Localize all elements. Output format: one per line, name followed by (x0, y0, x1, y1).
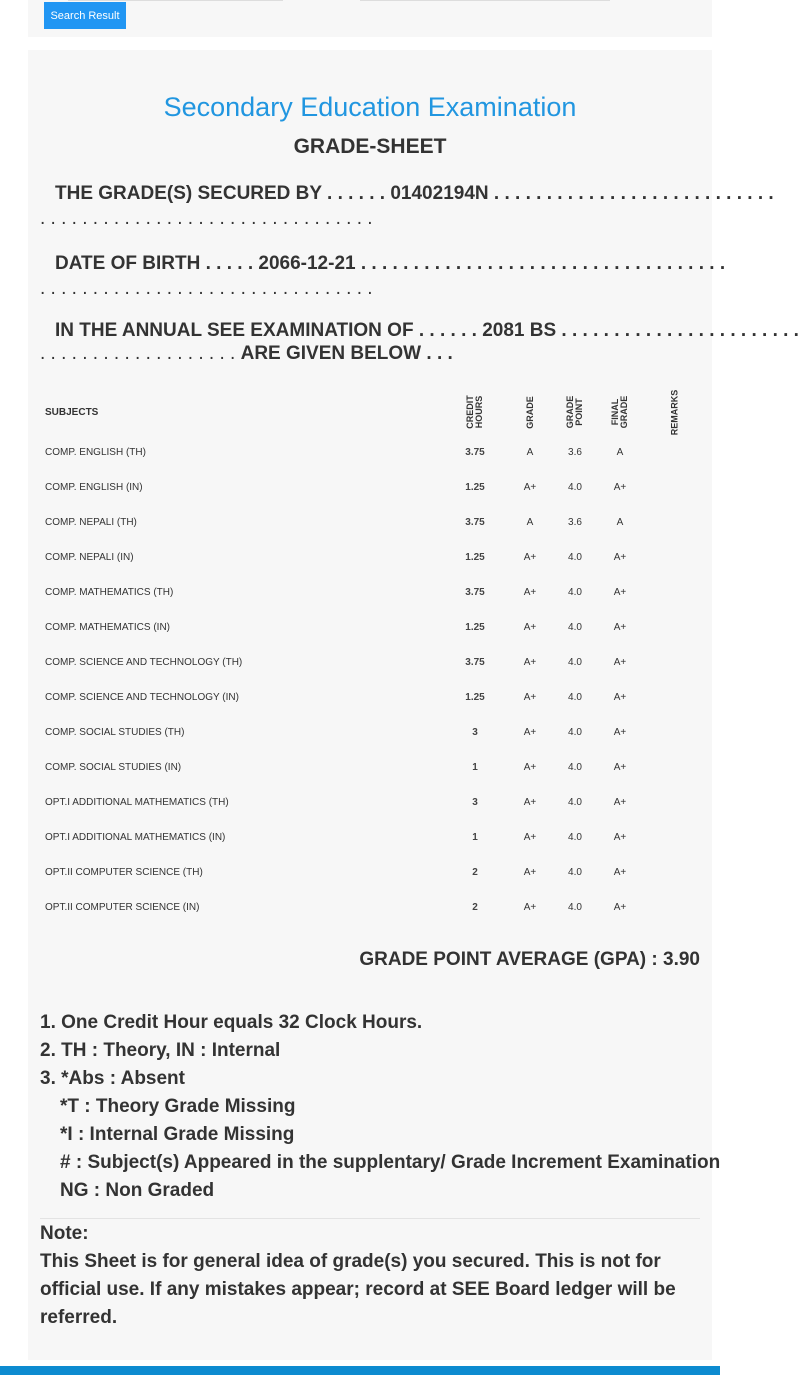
subject-cell: OPT.II COMPUTER SCIENCE (TH) (45, 867, 203, 878)
remarks-cell (640, 715, 710, 750)
note-item: 3. *Abs : Absent (40, 1068, 185, 1089)
remarks-cell (640, 540, 710, 575)
remarks-cell (640, 505, 710, 540)
grade-cell: A+ (523, 832, 537, 843)
grade-cell: A+ (523, 727, 537, 738)
final-grade-cell: A+ (613, 867, 627, 878)
search-result-button[interactable]: Search Result (44, 2, 126, 29)
col-final-grade: FINAL GRADE (610, 395, 629, 429)
subject-cell: COMP. MATHEMATICS (IN) (45, 622, 170, 633)
table-row (40, 715, 710, 750)
dob-line: DATE OF BIRTH . . . . . 2066-12-21 . . . . . . . . . . . . . . . . . . . . . . . . . . . . . . . . . . . (55, 253, 726, 274)
note-subitem: *T : Theory Grade Missing (60, 1096, 296, 1117)
grade-point-cell: 4.0 (568, 867, 582, 878)
final-grade-cell: A+ (613, 622, 627, 633)
gpa: GRADE POINT AVERAGE (GPA) : 3.90 (359, 949, 700, 970)
table-row (40, 610, 710, 645)
input-field-underline[interactable] (68, 0, 283, 1)
final-grade-cell: A+ (613, 902, 627, 913)
exam-year: 2081 BS (482, 320, 557, 341)
subject-cell: COMP. NEPALI (IN) (45, 552, 134, 563)
final-grade-cell: A (616, 447, 624, 458)
table-row (40, 540, 710, 575)
grade-cell: A+ (523, 657, 537, 668)
table-row (40, 820, 710, 855)
final-grade-cell: A (616, 517, 624, 528)
search-panel (28, 0, 712, 37)
credit-hours-cell: 1.25 (465, 482, 485, 493)
given-below: ARE GIVEN BELOW . . . (240, 343, 453, 364)
final-grade-cell: A+ (613, 797, 627, 808)
subject-cell: COMP. NEPALI (TH) (45, 517, 137, 528)
col-subjects: SUBJECTS (45, 407, 99, 418)
final-grade-cell: A+ (613, 832, 627, 843)
remarks-cell (640, 890, 710, 925)
disclaimer (40, 1220, 690, 1332)
credit-hours-cell: 3.75 (465, 447, 485, 458)
table-row (40, 750, 710, 785)
grade-cell: A+ (523, 797, 537, 808)
table-row (40, 575, 710, 610)
grade-point-cell: 4.0 (568, 902, 582, 913)
table-row (40, 505, 710, 540)
col-credit-hours: CREDIT HOURS (465, 395, 484, 429)
remarks-cell (640, 610, 710, 645)
final-grade-cell: A+ (613, 727, 627, 738)
table-row (40, 890, 710, 925)
table-row (40, 855, 710, 890)
subject-cell: COMP. SCIENCE AND TECHNOLOGY (IN) (45, 692, 239, 703)
grade-cell: A (526, 517, 534, 528)
grades-table (40, 390, 710, 925)
input-field-underline[interactable] (360, 0, 610, 1)
remarks-cell (640, 855, 710, 890)
grade-cell: A+ (523, 552, 537, 563)
credit-hours-cell: 1 (472, 762, 478, 773)
dots: . . . . . . . . . . . . . . . . . . . . . . . . . . . . . . . . (40, 278, 373, 299)
legend-notes (40, 1009, 720, 1205)
divider (40, 1218, 700, 1219)
subject-cell: COMP. ENGLISH (TH) (45, 447, 146, 458)
grade-cell: A+ (523, 902, 537, 913)
final-grade-cell: A+ (613, 587, 627, 598)
subject-cell: COMP. SOCIAL STUDIES (IN) (45, 762, 182, 773)
credit-hours-cell: 3.75 (465, 517, 485, 528)
given-below-line: . . . . . . . . . . . . . . . . . . . ARE GIVEN BELOW . . . (40, 343, 453, 364)
credit-hours-cell: 3.75 (465, 657, 485, 668)
remarks-cell (640, 680, 710, 715)
grade-cell: A+ (523, 482, 537, 493)
note-item: 1. One Credit Hour equals 32 Clock Hours. (40, 1012, 423, 1033)
note-title: Note: (40, 1223, 89, 1244)
grade-point-cell: 4.0 (568, 762, 582, 773)
subject-cell: OPT.II COMPUTER SCIENCE (IN) (45, 902, 200, 913)
final-grade-cell: A+ (613, 552, 627, 563)
grade-cell: A+ (523, 867, 537, 878)
credit-hours-cell: 3 (472, 797, 478, 808)
credit-hours-cell: 2 (472, 867, 478, 878)
note-subitem: NG : Non Graded (60, 1180, 215, 1201)
grade-cell: A+ (523, 692, 537, 703)
grade-cell: A (526, 447, 534, 458)
table-row (40, 680, 710, 715)
grade-cell: A+ (523, 587, 537, 598)
dots: . . . . . . . . . . . . . . . . . . . . . . . . . . . . . . . . (40, 208, 373, 229)
grade-cell: A+ (523, 622, 537, 633)
credit-hours-cell: 1 (472, 832, 478, 843)
col-grade-point: GRADE POINT (565, 395, 584, 429)
grade-point-cell: 4.0 (568, 832, 582, 843)
page-title: Secondary Education Examination (163, 92, 577, 122)
grade-point-cell: 4.0 (568, 797, 582, 808)
grade-point-cell: 3.6 (568, 517, 582, 528)
secured-by-line: THE GRADE(S) SECURED BY . . . . . . 01402194N . . . . . . . . . . . . . . . . . . . . . . . . . . . (55, 183, 774, 204)
note-item: 2. TH : Theory, IN : Internal (40, 1040, 281, 1061)
grade-point-cell: 4.0 (568, 727, 582, 738)
credit-hours-cell: 1.25 (465, 692, 485, 703)
dob-value: 2066-12-21 (258, 253, 356, 274)
grade-point-cell: 4.0 (568, 657, 582, 668)
credit-hours-cell: 3.75 (465, 587, 485, 598)
subject-cell: COMP. ENGLISH (IN) (45, 482, 143, 493)
credit-hours-cell: 1.25 (465, 552, 485, 563)
grade-point-cell: 4.0 (568, 587, 582, 598)
subject-cell: COMP. SOCIAL STUDIES (TH) (45, 727, 185, 738)
remarks-cell (640, 575, 710, 610)
grade-sheet-heading: GRADE-SHEET (293, 135, 447, 158)
table-row (40, 470, 710, 505)
note-subitem: # : Subject(s) Appeared in the supplentary/ Grade Increment Examination (60, 1152, 721, 1173)
col-remarks: REMARKS (669, 389, 680, 436)
grade-point-cell: 3.6 (568, 447, 582, 458)
credit-hours-cell: 2 (472, 902, 478, 913)
exam-line: IN THE ANNUAL SEE EXAMINATION OF . . . . . . 2081 BS . . . . . . . . . . . . . . . . . . . . . . . (55, 320, 799, 341)
grade-point-cell: 4.0 (568, 552, 582, 563)
note-text: This Sheet is for general idea of grade(s) you secured. This is not for official use. If any mistakes appear; record at SEE Board ledger will be referred. (40, 1251, 676, 1328)
symbol-number: 01402194N (390, 183, 489, 204)
remarks-cell (640, 820, 710, 855)
table-row (40, 435, 710, 470)
subject-cell: OPT.I ADDITIONAL MATHEMATICS (IN) (45, 832, 226, 843)
grade-point-cell: 4.0 (568, 482, 582, 493)
secured-label: THE GRADE(S) SECURED BY (55, 183, 322, 204)
credit-hours-cell: 1.25 (465, 622, 485, 633)
grade-point-cell: 4.0 (568, 622, 582, 633)
remarks-cell (640, 470, 710, 505)
credit-hours-cell: 3 (472, 727, 478, 738)
subject-cell: COMP. SCIENCE AND TECHNOLOGY (TH) (45, 657, 243, 668)
grade-cell: A+ (523, 762, 537, 773)
exam-label: IN THE ANNUAL SEE EXAMINATION OF (55, 320, 414, 341)
final-grade-cell: A+ (613, 482, 627, 493)
table-row (40, 785, 710, 820)
remarks-cell (640, 645, 710, 680)
dob-label: DATE OF BIRTH (55, 253, 201, 274)
note-subitem: *I : Internal Grade Missing (60, 1124, 295, 1145)
grade-point-cell: 4.0 (568, 692, 582, 703)
footer-bar (0, 1366, 720, 1375)
final-grade-cell: A+ (613, 692, 627, 703)
table-row (40, 645, 710, 680)
remarks-cell (640, 435, 710, 470)
remarks-cell (640, 785, 710, 820)
remarks-cell (640, 750, 710, 785)
final-grade-cell: A+ (613, 762, 627, 773)
final-grade-cell: A+ (613, 657, 627, 668)
subject-cell: OPT.I ADDITIONAL MATHEMATICS (TH) (45, 797, 229, 808)
col-grade: GRADE (524, 396, 535, 429)
subject-cell: COMP. MATHEMATICS (TH) (45, 587, 174, 598)
